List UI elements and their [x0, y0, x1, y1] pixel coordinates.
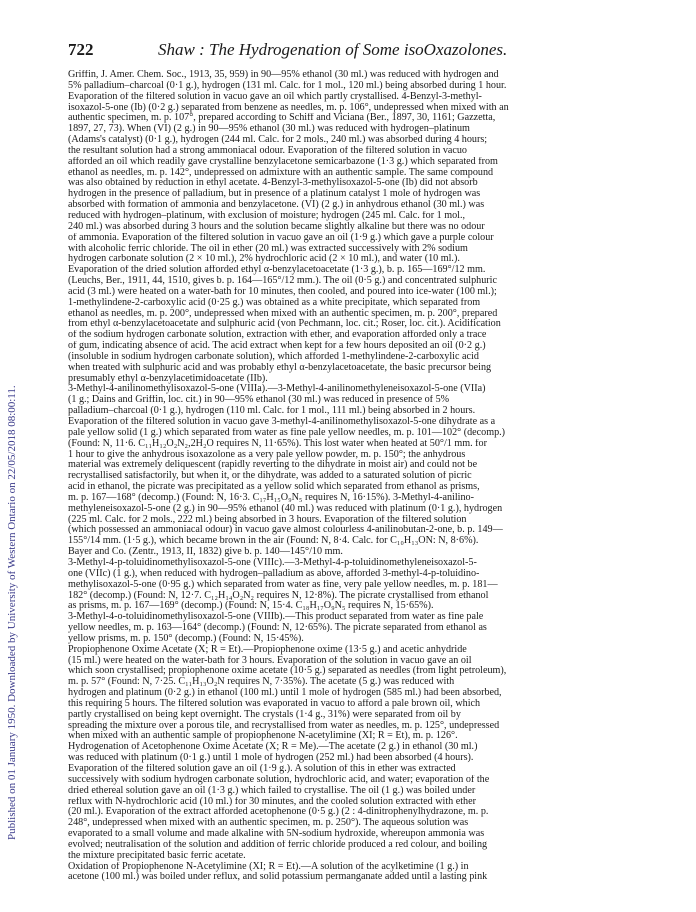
text-line: one (VIIc) (1 g.), when reduced with hydrogen–palladium as above, afforded 3-methyl-4-p-toluidino-: [68, 568, 480, 579]
text-line: with alcoholic ferric chloride. The oil in ether (20 ml.) was extracted successively with 2% sodium: [68, 243, 468, 254]
text-line: acetone (100 ml.) was boiled under reflux, and solid potassium permanganate added until a lasting pink: [68, 872, 488, 883]
text-line: methyleneisoxazol-5-one (2 g.) in 90—95% ethanol (40 ml.) was reduced with platinum (0·1 g.), hydrogen: [68, 503, 503, 514]
text-line: material was extremely deliquescent (rapidly reverting to the dihydrate in moist air) and could not be: [68, 460, 478, 471]
text-line: 3-Methyl-4-anilinomethylisoxazol-5-one (VIIIa).—3-Methyl-4-anilinomethyleneisoxazol-5-one (VIIa): [68, 384, 486, 395]
text-line: Oxidation of Propiophenone N-Acetylimine (XI; R = Et).—A solution of the acylketimine (1 g.) in: [68, 861, 469, 872]
text-line: Evaporation of the filtered solution in vacuo gave 3-methyl-4-anilinomethylisoxazol-5-one dihydrate as a: [68, 417, 496, 427]
text-line: 1-methylindene-2-carboxylic acid (0·25 g.) was obtained as a white precipitate, which separated from: [68, 297, 481, 308]
text-line: palladium–charcoal (0·1 g.), hydrogen (110 ml. Calc. for 1 mol., 111 ml.) being absorbed in 2 hours.: [68, 406, 476, 417]
text-line: was reduced with platinum (0·1 g.) until 1 mole of hydrogen (252 ml.) had been absorbed (4 hours).: [68, 753, 474, 764]
text-line: hydrogen and platinum (0·2 g.) in ethanol (100 ml.) until 1 mole of hydrogen (585 ml.) had been absorbed,: [68, 688, 502, 699]
download-notice: [6, 120, 20, 840]
text-line: 240 ml.) was absorbed during 3 hours and the solution became slightly alkaline but there was no odour: [68, 221, 485, 232]
text-line: acid in ethanol, the picrate was precipitated as a yellow solid which separated from ethanol as prisms,: [68, 482, 480, 493]
text-line: was also obtained by reduction in ethyl acetate. 4-Benzyl-3-methylisoxazol-5-one (Ib) did not absorb: [68, 178, 478, 189]
text-line: which soon crystallised; propiophenone oxime acetate (10·5 g.) separated as needles (from light petroleum),: [68, 666, 507, 677]
text-line: (20 ml.). Evaporation of the extract afforded acetophenone (0·5 g.) (2 : 4-dinitrophenylhydrazone, m. p.: [68, 807, 489, 818]
text-line: as prisms, m. p. 167—169° (decomp.) (Found: N, 15·4. C₁₈H₁₇O₉N₅ requires N, 15·65%).: [68, 601, 434, 612]
text-line: 3-Methyl-4-o-toluidinomethylisoxazol-5-one (VIIIb).—This product separated from water as fine pale: [68, 612, 484, 623]
text-line: absorbed with formation of ammonia and benzylacetone. (VI) (2 g.) in anhydrous ethanol (30 ml.) was: [68, 200, 485, 211]
text-line: Evaporation of the dried solution afforded ethyl α-benzylacetoacetate (1·3 g.), b. p. 165—169°/12 mm.: [68, 265, 486, 276]
text-line: of the sodium hydrogen carbonate solution, extraction with ether, and evaporation afforded only a trace: [68, 330, 487, 341]
text-line: acid (3 ml.) were heated on a water-bath for 10 minutes, then cooled, and poured into ice-water (100 ml.);: [68, 286, 497, 297]
download-notice-text: Published on 01 January 1950. Downloaded by University of Western Ontario on 22/05/2018 08:00:11.: [6, 385, 18, 840]
text-line: ethanol as needles, m. p. 142°, undepressed on admixture with an authentic sample. The same compound: [68, 167, 494, 178]
text-line: 248°, undepressed when mixed with an authentic specimen, m. p. 250°). The aqueous solution was: [68, 818, 469, 829]
text-line: (insoluble in sodium hydrogen carbonate solution), which afforded 1-methylindene-2-carboxylic acid: [68, 351, 479, 362]
text-line: evolved; neutralisation of the solution and addition of ferric chloride produced a red colour, and boiling: [68, 839, 488, 850]
text-line: the mixture precipitated basic ferric acetate.: [68, 850, 246, 861]
text-line: Evaporation of the filtered solution in vacuo gave an oil which partly crystallised. 4-Benzyl-3-methyl-: [68, 91, 482, 102]
text-line: Hydrogenation of Acetophenone Oxime Acetate (X; R = Me).—The acetate (2 g.) in ethanol (30 ml.): [68, 742, 478, 753]
text-line: of ammonia. Evaporation of the filtered solution in vacuo gave an oil (1·9 g.) which gave a purple colour: [68, 232, 494, 243]
text-line: (Found: N, 11·6. C₁₁H₁₂O₂N₂,2H₂O requires N, 11·65%). This lost water when heated at 50°/1 mm. for: [68, 438, 487, 449]
text-line: 5% palladium–charcoal (0·1 g.), hydrogen (131 ml. Calc. for 1 mol., 120 ml.) being absorbed during 1 hour.: [68, 80, 507, 91]
text-line: yellow needles, m. p. 163—164° (decomp.) (Found: N, 12·65%). The picrate separated from ethanol as: [68, 623, 487, 634]
text-line: presumably ethyl α-benzylacetimidoacetate (IIb).: [68, 373, 268, 384]
article-body: [68, 70, 668, 905]
text-line: when mixed with an authentic sample of propiophenone N-acetylimine (XI; R = Et), m. p. 126°.: [68, 731, 458, 742]
text-line: (1 g.; Dains and Griffin, loc. cit.) in 90—95% ethanol (30 ml.) was reduced in presence of 5%: [68, 395, 450, 406]
text-line: (225 ml. Calc. for 2 mols., 222 ml.) being absorbed in 3 hours. Evaporation of the filtered solution: [68, 514, 467, 525]
text-line: (15 ml.) were heated on the water-bath for 3 hours. Evaporation of the solution in vacuo gave an oil: [68, 655, 472, 666]
text-line: 1897, 27, 73). When (VI) (2 g.) in 90—95% ethanol (30 ml.) was reduced with hydrogen–platinum: [68, 124, 470, 135]
text-line: (Leuchs, Ber., 1911, 44, 1510, gives b. p. 164—165°/12 mm.). The oil (0·5 g.) and concentrated sulphuric: [68, 276, 497, 287]
text-line: hydrogen carbonate solution (2 × 10 ml.), 2% hydrochloric acid (2 × 10 ml.), and water (10 ml.).: [68, 254, 460, 265]
text-line: m. p. 57° (Found: N, 7·25. C₁₁H₁₃O₂N requires N, 7·35%). The acetate (5 g.) was reduced with: [68, 677, 455, 688]
text-line: (which possessed an ammoniacal odour) in vacuo gave almost colourless 4-anilinobutan-2-one, b. p. 149—: [68, 525, 503, 536]
text-line: this requiring 5 hours. The filtered solution was evaporated in vacuo to afford a pale brown oil, which: [68, 698, 481, 709]
text-line: the resultant solution had a strong ammoniacal odour. Evaporation of the filtered solution in vacuo: [68, 145, 467, 156]
text-line: dried ethereal solution gave an oil (1·3 g.) which failed to crystallise. The oil (1 g.) was boiled under: [68, 785, 476, 796]
text-line: partly crystallised on being kept overnight. The crystals (1·4 g., 31%) were separated from oil by: [68, 709, 461, 720]
running-title: Shaw : The Hydrogenation of Some isoOxazolones.: [158, 40, 508, 59]
text-line: recrystallised satisfactorily, but when it, or the dihydrate, was added to a saturated solution of picric: [68, 471, 472, 482]
page-number: 722: [68, 40, 94, 59]
page-header: [68, 40, 668, 62]
text-line: 182° (decomp.) (Found: N, 12·7. C₁₂H₁₄O₂N₂ requires N, 12·8%). The picrate crystallised from ethanol: [68, 590, 489, 601]
text-line: isoxazol-5-one (Ib) (0·2 g.) separated from benzene as needles, m. p. 106°, undepressed when mixed with an: [68, 102, 509, 113]
text-line: Griffin, J. Amer. Chem. Soc., 1913, 35, 959) in 90—95% ethanol (30 ml.) was reduced with hydrogen and: [68, 70, 499, 80]
text-line: 155°/14 mm. (1·5 g.), which became brown in the air (Found: N, 8·4. Calc. for C₁₀H₁₃ON: N, 8·6%).: [68, 536, 479, 547]
text-line: yellow prisms, m. p. 150° (decomp.) (Found: N, 15·45%).: [68, 633, 304, 644]
text-line: from ethyl α-benzylacetoacetate and sulphuric acid (von Pechmann, loc. cit.; Roser, loc. cit.). Acidification: [68, 319, 501, 330]
text-line: (Adams's catalyst) (0·1 g.), hydrogen (244 ml. Calc. for 2 mols., 240 ml.) was absorbed during 4 hours;: [68, 135, 488, 146]
text-line: Evaporation of the filtered solution gave an oil (1·9 g.). A solution of this in ether was extracted: [68, 764, 456, 774]
text-line: ethanol as needles, m. p. 200°, undepressed when mixed with an authentic specimen, m. p. 200°, prepared: [68, 308, 498, 319]
text-line: spreading the mixture over a porous tile, and recrystallised from water as needles, m. p. 125°, undepressed: [68, 720, 500, 731]
text-line: methylisoxazol-5-one (0·95 g.) which separated from water as fine, very pale yellow needles, m. p. 181—: [68, 579, 498, 590]
text-line: successively with sodium hydrogen carbonate solution, hydrochloric acid, and water; evaporation of the: [68, 774, 490, 785]
text-line: when treated with sulphuric acid and was probably ethyl α-benzylacetoacetate, the basic precursor being: [68, 362, 492, 373]
text-line: m. p. 167—168° (decomp.) (Found: N, 16·3. C₁₇H₁₅O₉N₅ requires N, 16·15%). 3-Methyl-4-anilino-: [68, 492, 474, 503]
text-line: 1 hour to give the anhydrous isoxazolone as a very pale yellow powder, m. p. 150°; the anhydrous: [68, 449, 466, 460]
text-line: reduced with hydrogen–platinum, with exclusion of moisture; hydrogen (245 ml. Calc. for 1 mol.,: [68, 210, 466, 221]
text-line: Propiophenone Oxime Acetate (X; R = Et).—Propiophenone oxime (13·5 g.) and acetic anhydride: [68, 644, 467, 655]
text-line: hydrogen in the presence of palladium, but in presence of a platinum catalyst 1 mole of hydrogen was: [68, 189, 481, 200]
text-line: Bayer and Co. (Zentr., 1913, II, 1832) give b. p. 140—145°/10 mm.: [68, 547, 343, 558]
text-line: authentic specimen, m. p. 107°, prepared according to Schiff and Viciana (Ber., 1897, 30, 1161; Gazzetta,: [68, 113, 496, 124]
text-line: pale yellow solid (1 g.) which separated from water as fine pale yellow needles, m. p. 101—102° (decomp.): [68, 427, 506, 438]
text-line: afforded an oil which readily gave crystalline benzylacetone semicarbazone (1·3 g.) which separated from: [68, 156, 498, 167]
text-line: of gum, indicating absence of acid. The acid extract when kept for a few hours deposited an oil (0·2 g.): [68, 341, 486, 352]
text-line: reflux with N-hydrochloric acid (10 ml.) for 30 minutes, and the cooled solution extracted with ether: [68, 796, 476, 807]
text-line: evaporated to a small volume and made alkaline with 5N-sodium hydroxide, whereupon ammonia was: [68, 829, 485, 840]
text-line: 3-Methyl-4-p-toluidinomethylisoxazol-5-one (VIIIc).—3-Methyl-4-p-toluidinomethyleneisoxazol-5-: [68, 557, 477, 568]
